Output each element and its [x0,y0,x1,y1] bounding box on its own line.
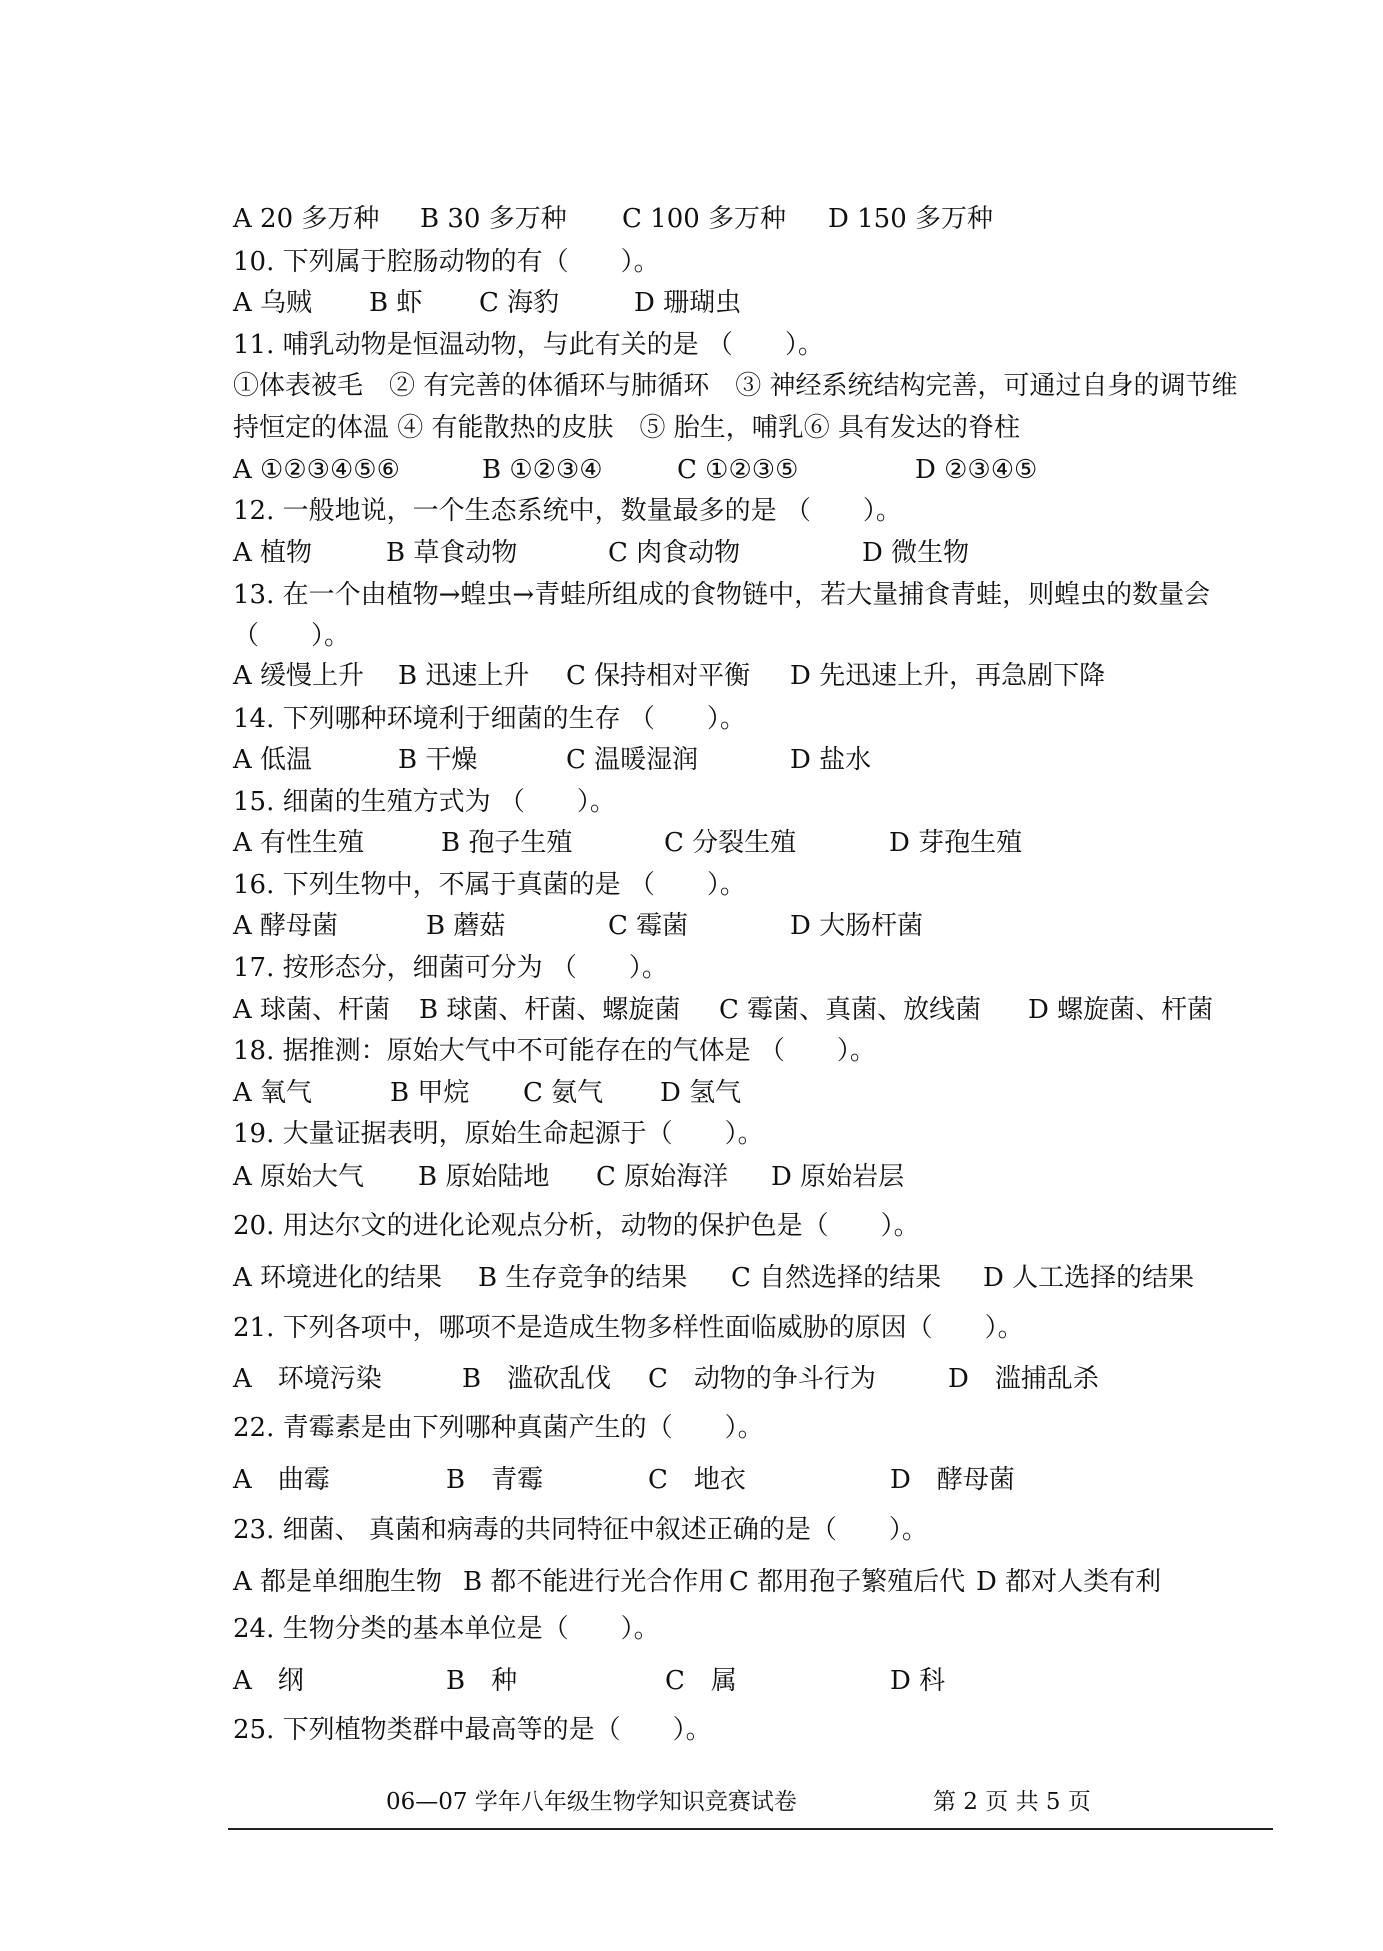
option-b: B 干燥 [398,745,478,775]
option-c: C 地衣 [648,1465,746,1495]
option-b: B 都不能进行光合作用 [463,1567,725,1597]
option-a: A 纲 [233,1666,304,1696]
option-d: D 先迅速上升，再急剧下降 [790,661,1106,691]
question-text: 13. 在一个由植物→蝗虫→青蛙所组成的食物链中，若大量捕食青蛙，则蝗虫的数量会 [233,580,1211,610]
question-text: （ ）。 [233,621,351,651]
option-b: B 青霉 [446,1465,544,1495]
option-c: C ①②③⑤ [677,455,799,485]
option-a: A 都是单细胞生物 [233,1567,443,1597]
option-d: D 珊瑚虫 [634,288,742,318]
option-b: B 虾 [369,288,423,318]
option-d: D 微生物 [862,538,970,568]
option-d: D 人工选择的结果 [983,1263,1195,1293]
question-text: 持恒定的体温 ④ 有能散热的皮肤 ⑤ 胎生，哺乳⑥ 具有发达的脊柱 [233,413,1021,443]
option-d: D 氢气 [660,1078,742,1108]
option-b: B 草食动物 [386,538,518,568]
question-text: 10. 下列属于腔肠动物的有（ ）。 [233,247,660,277]
option-a: A 缓慢上升 [233,661,365,691]
option-b: B ①②③④ [482,455,603,485]
option-c: C 保持相对平衡 [566,661,751,691]
option-b: B 甲烷 [390,1078,470,1108]
option-d: D 芽孢生殖 [889,828,1023,858]
option-b: B 蘑菇 [426,911,506,941]
option-c: C 霉菌 [608,911,689,941]
option-a: A 20 多万种 [233,204,380,234]
option-a: A 原始大气 [233,1162,365,1192]
option-c: C 分裂生殖 [664,828,797,858]
option-c: C 肉食动物 [608,538,741,568]
option-a: A 乌贼 [233,288,313,318]
option-c: C 温暖湿润 [566,745,699,775]
option-a: A 环境进化的结果 [233,1263,443,1293]
option-a: A ①②③④⑤⑥ [233,455,400,485]
question-text: 20. 用达尔文的进化论观点分析，动物的保护色是（ ）。 [233,1211,920,1241]
option-c: C 100 多万种 [622,204,787,234]
question-text: ①体表被毛 ② 有完善的体循环与肺循环 ③ 神经系统结构完善，可通过自身的调节维 [233,371,1238,401]
option-b: B 迅速上升 [398,661,530,691]
option-d: D 酵母菌 [890,1465,1015,1495]
option-a: A 球菌、杆菌 [233,995,391,1025]
option-a: A 植物 [233,538,313,568]
option-b: B 原始陆地 [418,1162,550,1192]
question-text: 23. 细菌、 真菌和病毒的共同特征中叙述正确的是（ ）。 [233,1515,928,1545]
option-c: C 原始海洋 [596,1162,729,1192]
question-text: 22. 青霉素是由下列哪种真菌产生的（ ）。 [233,1413,764,1443]
question-text: 19. 大量证据表明，原始生命起源于（ ）。 [233,1119,764,1149]
option-c: C 霉菌、真菌、放线菌 [719,995,982,1025]
option-c: C 海豹 [479,288,560,318]
option-d: D 盐水 [790,745,872,775]
option-c: C 属 [665,1666,737,1696]
option-d: D 螺旋菌、杆菌 [1028,995,1214,1025]
option-a: A 低温 [233,745,313,775]
option-d: D 原始岩层 [771,1162,905,1192]
option-a: A 曲霉 [233,1465,330,1495]
question-text: 21. 下列各项中，哪项不是造成生物多样性面临威胁的原因（ ）。 [233,1313,1024,1343]
question-text: 17. 按形态分，细菌可分为 （ ）。 [233,953,668,983]
option-c: C 动物的争斗行为 [648,1364,876,1394]
option-a: A 酵母菌 [233,911,339,941]
question-text: 24. 生物分类的基本单位是（ ）。 [233,1614,660,1644]
option-d: D 150 多万种 [828,204,994,234]
option-d: D 滥捕乱杀 [948,1364,1099,1394]
question-text: 15. 细菌的生殖方式为 （ ）。 [233,787,616,817]
option-b: B 孢子生殖 [441,828,573,858]
option-b: B 球菌、杆菌、螺旋菌 [419,995,681,1025]
question-text: 12. 一般地说，一个生态系统中，数量最多的是 （ ）。 [233,496,902,526]
question-text: 18. 据推测：原始大气中不可能存在的气体是 （ ）。 [233,1036,876,1066]
option-d: D 大肠杆菌 [790,911,924,941]
option-a: A 有性生殖 [233,828,365,858]
footer-divider [228,1828,1273,1830]
option-c: C 自然选择的结果 [731,1263,942,1293]
option-b: B 生存竞争的结果 [478,1263,688,1293]
option-c: C 都用孢子繁殖后代 [729,1567,966,1597]
footer-page-info: 第 2 页 共 5 页 [933,1789,1091,1815]
option-d: D 科 [890,1666,946,1696]
footer-title: 06—07 学年八年级生物学知识竞赛试卷 [386,1789,797,1815]
question-text: 14. 下列哪种环境利于细菌的生存 （ ）。 [233,704,746,734]
question-text: 25. 下列植物类群中最高等的是（ ）。 [233,1715,712,1745]
option-b: B 30 多万种 [420,204,567,234]
option-c: C 氨气 [523,1078,604,1108]
option-d: D ②③④⑤ [915,455,1038,485]
option-a: A 环境污染 [233,1364,382,1394]
option-b: B 种 [446,1666,518,1696]
option-d: D 都对人类有利 [976,1567,1162,1597]
option-b: B 滥砍乱伐 [462,1364,612,1394]
question-text: 16. 下列生物中，不属于真菌的是 （ ）。 [233,870,746,900]
question-text: 11. 哺乳动物是恒温动物，与此有关的是 （ ）。 [233,330,824,360]
option-a: A 氧气 [233,1078,313,1108]
